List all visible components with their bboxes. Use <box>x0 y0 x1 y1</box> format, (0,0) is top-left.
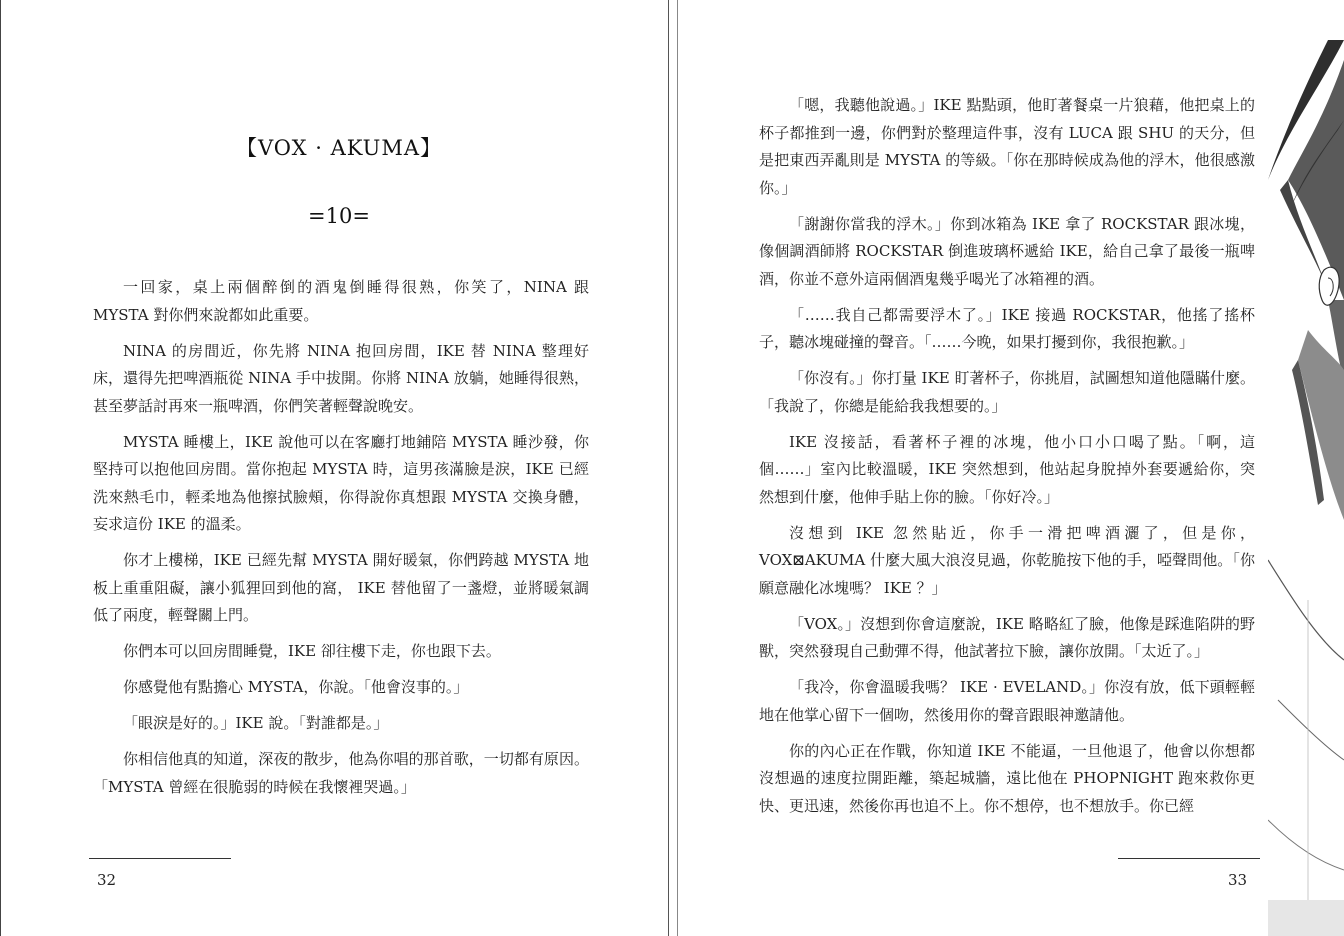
paragraph: NINA 的房間近，你先將 NINA 抱回房間，IKE 替 NINA 整理好床，還得先把啤酒瓶從 NINA 手中拔開。你將 NINA 放躺，她睡得很熟，甚至夢話討再來一瓶啤酒，你們笑著輕聲說晚安。 <box>93 341 589 415</box>
paragraph: 你相信他真的知道，深夜的散步，他為你唱的那首歌，一切都有原因。「MYSTA 曾經在很脆弱的時候在我懷裡哭過。」 <box>93 750 589 796</box>
left-page <box>0 0 668 936</box>
paragraph: 「嗯，我聽他說過。」IKE 點點頭，他盯著餐桌一片狼藉，他把桌上的杯子都推到一邊，你們對於整理這件事，沒有 LUCA 跟 SHU 的天分，但是把東西弄亂則是 MYSTA 的等級。「你在那時候成為他的浮木，他很感激你。」 <box>759 96 1255 197</box>
paragraph: IKE 沒接話，看著杯子裡的冰塊，他小口小口喝了點。「啊，這個……」室內比較溫暖，IKE 突然想到，他站起身脫掉外套要遞給你，突然想到什麼，他伸手貼上你的臉。「你好冷。」 <box>759 432 1255 506</box>
paragraph: 你們本可以回房間睡覺，IKE 卻往樓下走，你也跟下去。 <box>123 642 501 660</box>
paragraph: 「我冷，你會溫暖我嗎？ IKE · EVELAND。」你沒有放，低下頭輕輕地在他掌心留下一個吻，然後用你的聲音跟眼神邀請他。 <box>759 678 1255 724</box>
chapter-title: 【VOX · AKUMA】 <box>235 136 443 160</box>
paragraph: 你的內心正在作戰，你知道 IKE 不能逼，一旦他退了，他會以你想都沒想過的速度拉開距離，築起城牆，遠比他在 PHOPNIGHT 跑來救你更快、更迅速，然後你再也追不上。你不想停，也不想放手。你已經 <box>759 741 1255 815</box>
footer-rule <box>89 858 231 859</box>
paragraph: 「謝謝你當我的浮木。」你到冰箱為 IKE 拿了 ROCKSTAR 跟冰塊，像個調酒師將 ROCKSTAR 倒進玻璃杯遞給 IKE，給自己拿了最後一瓶啤酒，你並不意外這兩個酒鬼幾乎喝光了冰箱裡的酒。 <box>759 214 1255 288</box>
paragraph: 你感覺他有點擔心 MYSTA，你說。「他會沒事的。」 <box>123 678 469 696</box>
page-gutter <box>668 0 678 936</box>
paragraph: 一回家，桌上兩個醉倒的酒鬼倒睡得很熟，你笑了，NINA 跟 MYSTA 對你們來說都如此重要。 <box>93 278 589 324</box>
left-body-text <box>93 274 589 810</box>
paragraph: 「VOX。」沒想到你會這麼說，IKE 略略紅了臉，他像是踩進陷阱的野獸，突然發現自己動彈不得，他試著拉下臉，讓你放開。「太近了。」 <box>759 614 1255 660</box>
paragraph: 沒想到 IKE 忽然貼近，你手一滑把啤酒灑了，但是你，VOX⊠AKUMA 什麼大風大浪沒見過，你乾脆按下他的手，啞聲問他。「你願意融化冰塊嗎？ IKE ？」 <box>759 523 1255 597</box>
paragraph: MYSTA 睡樓上，IKE 說他可以在客廳打地鋪陪 MYSTA 睡沙發，你堅持可以抱他回房間。當你抱起 MYSTA 時，這男孩滿臉是淚，IKE 已經洗來熱毛巾，輕柔地為他擦拭臉頰，你得說你真想跟 MYSTA 交換身體，妄求這份 IKE 的溫柔。 <box>93 432 589 533</box>
paragraph: 「你沒有。」你打量 IKE 盯著杯子，你挑眉，試圖想知道他隱瞞什麼。「我說了，你總是能給我我想要的。」 <box>759 369 1255 415</box>
paragraph: 你才上樓梯，IKE 已經先幫 MYSTA 開好暖氣，你們跨越 MYSTA 地板上重重阻礙，讓小狐狸回到他的窩， IKE 替他留了一盞燈，並將暖氣調低了兩度，輕聲關上門。 <box>93 551 589 624</box>
character-illustration <box>1268 0 1344 936</box>
page-number: 33 <box>1228 871 1248 889</box>
paragraph: 「眼淚是好的。」IKE 說。「對誰都是。」 <box>123 714 389 732</box>
chapter-number: =10= <box>308 204 370 228</box>
right-page <box>678 0 1344 936</box>
footer-rule <box>1118 858 1260 859</box>
paragraph: 「……我自己都需要浮木了。」IKE 接過 ROCKSTAR，他搖了搖杯子，聽冰塊碰撞的聲音。「……今晚，如果打擾到你，我很抱歉。」 <box>759 305 1255 351</box>
page-number: 32 <box>97 871 117 889</box>
right-body-text <box>759 92 1255 829</box>
